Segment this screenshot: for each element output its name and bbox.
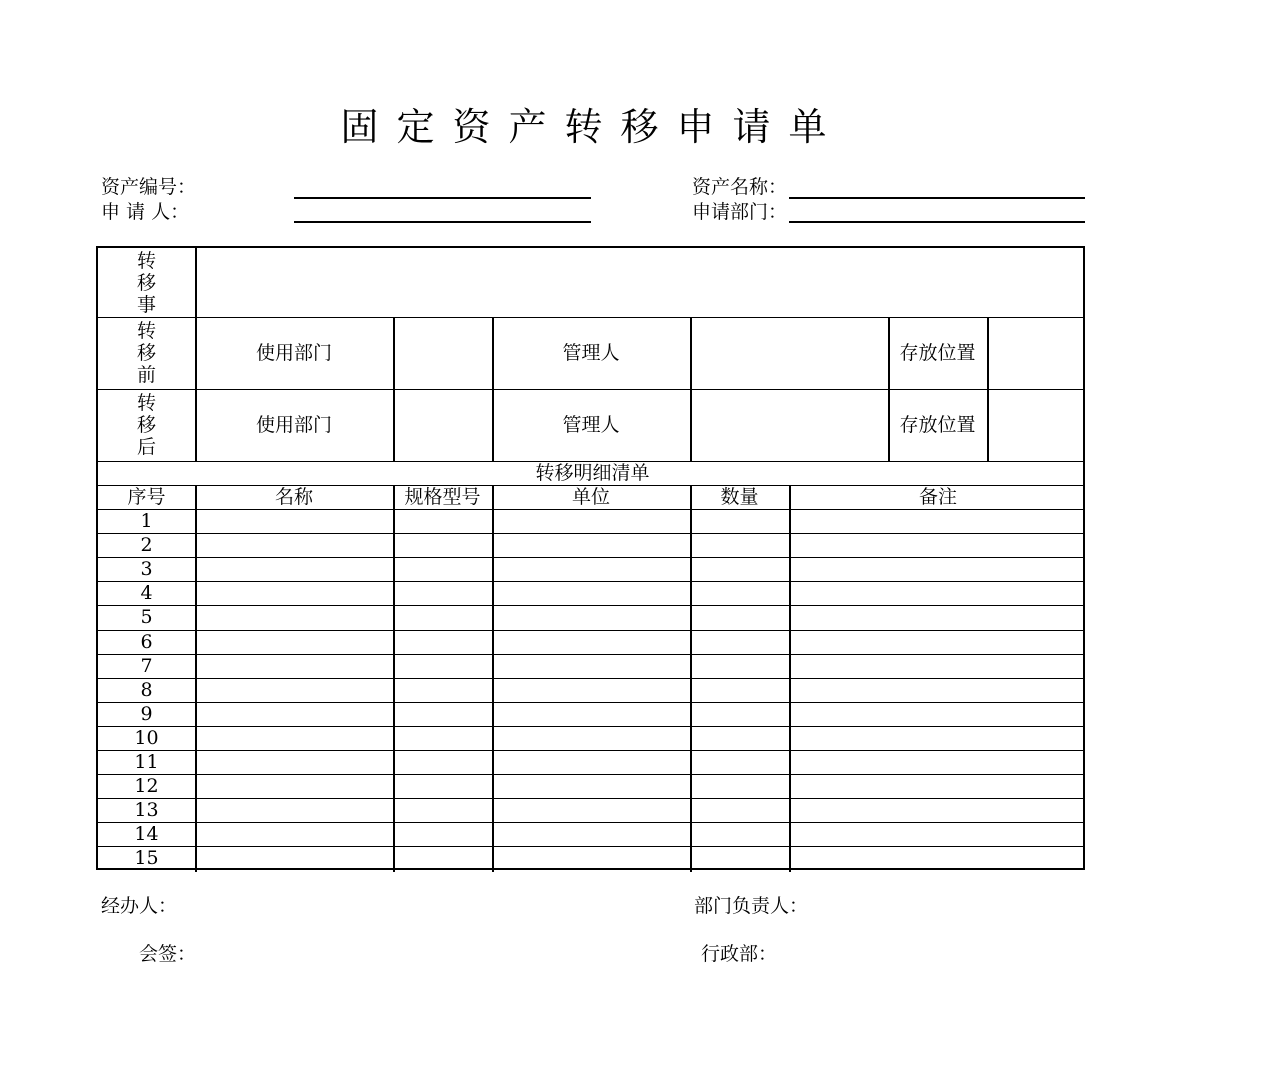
row-cell-name[interactable] [195,605,393,629]
applicant-field[interactable] [294,221,591,223]
after-use-dept-field[interactable] [395,389,492,461]
row-cell-unit[interactable] [492,846,690,870]
row-cell-spec[interactable] [393,822,492,846]
row-cell-unit[interactable] [492,630,690,654]
applicant-label: 申 请 人： [101,201,190,223]
apply-dept-field[interactable] [789,221,1085,223]
countersign-label: 会签： [139,943,197,965]
row-cell-name[interactable] [195,654,393,678]
row-cell-spec[interactable] [393,533,492,557]
asset-name-label: 资产名称： [692,176,788,198]
label-char: 移 [136,271,156,294]
row-cell-spec[interactable] [393,630,492,654]
handler-label: 经办人： [101,895,178,917]
label-char: 转 [136,392,156,414]
row-cell-spec[interactable] [393,581,492,605]
asset-no-label: 资产编号： [101,176,197,198]
row-cell-qty[interactable] [690,630,789,654]
label-char: 转 [136,320,156,342]
row-cell-seq: 4 [140,582,153,605]
col-header-qty: 数量 [720,486,759,508]
row-cell-qty[interactable] [690,678,789,702]
row-cell-seq: 7 [140,654,153,677]
row-cell-unit[interactable] [492,581,690,605]
before-use-dept-label: 使用部门 [255,342,332,364]
row-cell-seq: 2 [140,534,153,557]
row-cell-remark[interactable] [789,509,1087,533]
row-cell-qty[interactable] [690,654,789,678]
row-cell-unit[interactable] [492,533,690,557]
row-cell-unit[interactable] [492,750,690,774]
row-cell-name[interactable] [195,798,393,822]
row-cell-qty[interactable] [690,702,789,726]
row-cell-spec[interactable] [393,678,492,702]
row-cell-remark[interactable] [789,605,1087,629]
col-header-remark: 备注 [918,486,957,508]
row-cell-spec[interactable] [393,509,492,533]
row-cell-name[interactable] [195,702,393,726]
before-manager-label: 管理人 [562,342,620,364]
row-cell-seq: 11 [134,751,159,773]
label-char: 移 [136,414,156,436]
row-cell-spec[interactable] [393,798,492,822]
transfer-form-grid [96,246,1085,870]
row-cell-name[interactable] [195,750,393,774]
row-cell-seq: 6 [140,630,153,653]
row-cell-qty[interactable] [690,605,789,629]
row-cell-seq: 13 [134,799,159,822]
row-cell-seq: 10 [134,726,159,749]
row-cell-remark[interactable] [789,822,1087,846]
row-cell-seq: 14 [134,823,159,846]
col-header-spec: 规格型号 [404,486,481,508]
row-cell-qty[interactable] [690,774,789,798]
before-use-dept-field[interactable] [395,317,492,389]
row-cell-qty[interactable] [690,557,789,581]
row-cell-spec[interactable] [393,654,492,678]
row-cell-remark[interactable] [789,581,1087,605]
admin-label: 行政部： [701,943,778,965]
before-location-field[interactable] [989,317,1083,389]
row-cell-remark[interactable] [789,557,1087,581]
row-cell-qty[interactable] [690,726,789,750]
row-cell-unit[interactable] [492,774,690,798]
row-cell-name[interactable] [195,509,393,533]
row-cell-seq: 9 [140,702,153,725]
after-manager-label: 管理人 [562,414,620,436]
row-cell-spec[interactable] [393,726,492,750]
row-cell-unit[interactable] [492,702,690,726]
row-cell-spec[interactable] [393,750,492,774]
row-cell-name[interactable] [195,630,393,654]
row-cell-unit[interactable] [492,509,690,533]
row-cell-unit[interactable] [492,822,690,846]
detail-title [98,461,1087,485]
row-cell-seq: 15 [134,847,159,870]
asset-name-field[interactable] [789,197,1085,199]
dept-head-label: 部门负责人： [694,895,809,917]
after-location-label: 存放位置 [899,414,976,436]
row-cell-seq: 12 [134,775,159,798]
after-manager-field[interactable] [692,389,888,461]
row-cell-remark[interactable] [789,750,1087,774]
label-char: 前 [136,364,156,386]
row-cell-name[interactable] [195,557,393,581]
row-cell-name[interactable] [195,726,393,750]
apply-dept-label: 申请部门： [692,201,788,223]
col-header-seq: 序号 [127,486,166,508]
row-cell-remark[interactable] [789,846,1087,870]
row-cell-remark[interactable] [789,533,1087,557]
label-char: 转 [136,249,156,272]
after-location-field[interactable] [989,389,1083,461]
row-cell-name[interactable] [195,822,393,846]
row-cell-qty[interactable] [690,533,789,557]
row-cell-unit[interactable] [492,678,690,702]
row-cell-spec[interactable] [393,846,492,870]
row-cell-seq: 5 [140,606,153,629]
row-cell-remark[interactable] [789,774,1087,798]
before-label [98,317,195,389]
row-cell-qty[interactable] [690,822,789,846]
row-cell-seq: 8 [140,678,153,701]
row-cell-unit[interactable] [492,557,690,581]
col-header-unit: 单位 [571,486,610,508]
asset-no-field[interactable] [294,197,591,199]
row-cell-remark[interactable] [789,726,1087,750]
before-location-label: 存放位置 [899,342,976,364]
after-use-dept-label: 使用部门 [255,414,332,436]
row-cell-remark[interactable] [789,702,1087,726]
row-cell-spec[interactable] [393,702,492,726]
label-char: 移 [136,342,156,364]
col-header-name: 名称 [274,486,313,508]
matter-label [98,248,195,317]
label-char: 后 [136,436,156,458]
label-char: 事 [136,293,156,316]
row-cell-qty[interactable] [690,509,789,533]
row-cell-name[interactable] [195,581,393,605]
row-cell-name[interactable] [195,533,393,557]
row-cell-unit[interactable] [492,605,690,629]
before-manager-field[interactable] [692,317,888,389]
row-cell-remark[interactable] [789,630,1087,654]
row-cell-seq: 1 [140,510,153,532]
row-cell-qty[interactable] [690,798,789,822]
row-cell-spec[interactable] [393,557,492,581]
row-cell-spec[interactable] [393,774,492,798]
row-cell-unit[interactable] [492,798,690,822]
row-cell-qty[interactable] [690,846,789,870]
row-cell-name[interactable] [195,774,393,798]
row-cell-name[interactable] [195,846,393,870]
detail-title-text: 转移明细清单 [535,462,650,484]
row-cell-unit[interactable] [492,654,690,678]
row-cell-name[interactable] [195,678,393,702]
row-cell-unit[interactable] [492,726,690,750]
row-cell-spec[interactable] [393,605,492,629]
row-cell-remark[interactable] [789,654,1087,678]
row-cell-qty[interactable] [690,750,789,774]
row-cell-seq: 3 [140,558,153,581]
page-title: 固定资产转移申请单 [340,105,845,149]
matter-field[interactable] [197,248,1083,317]
after-label [98,389,195,461]
row-cell-remark[interactable] [789,798,1087,822]
row-cell-qty[interactable] [690,581,789,605]
row-cell-remark[interactable] [789,678,1087,702]
